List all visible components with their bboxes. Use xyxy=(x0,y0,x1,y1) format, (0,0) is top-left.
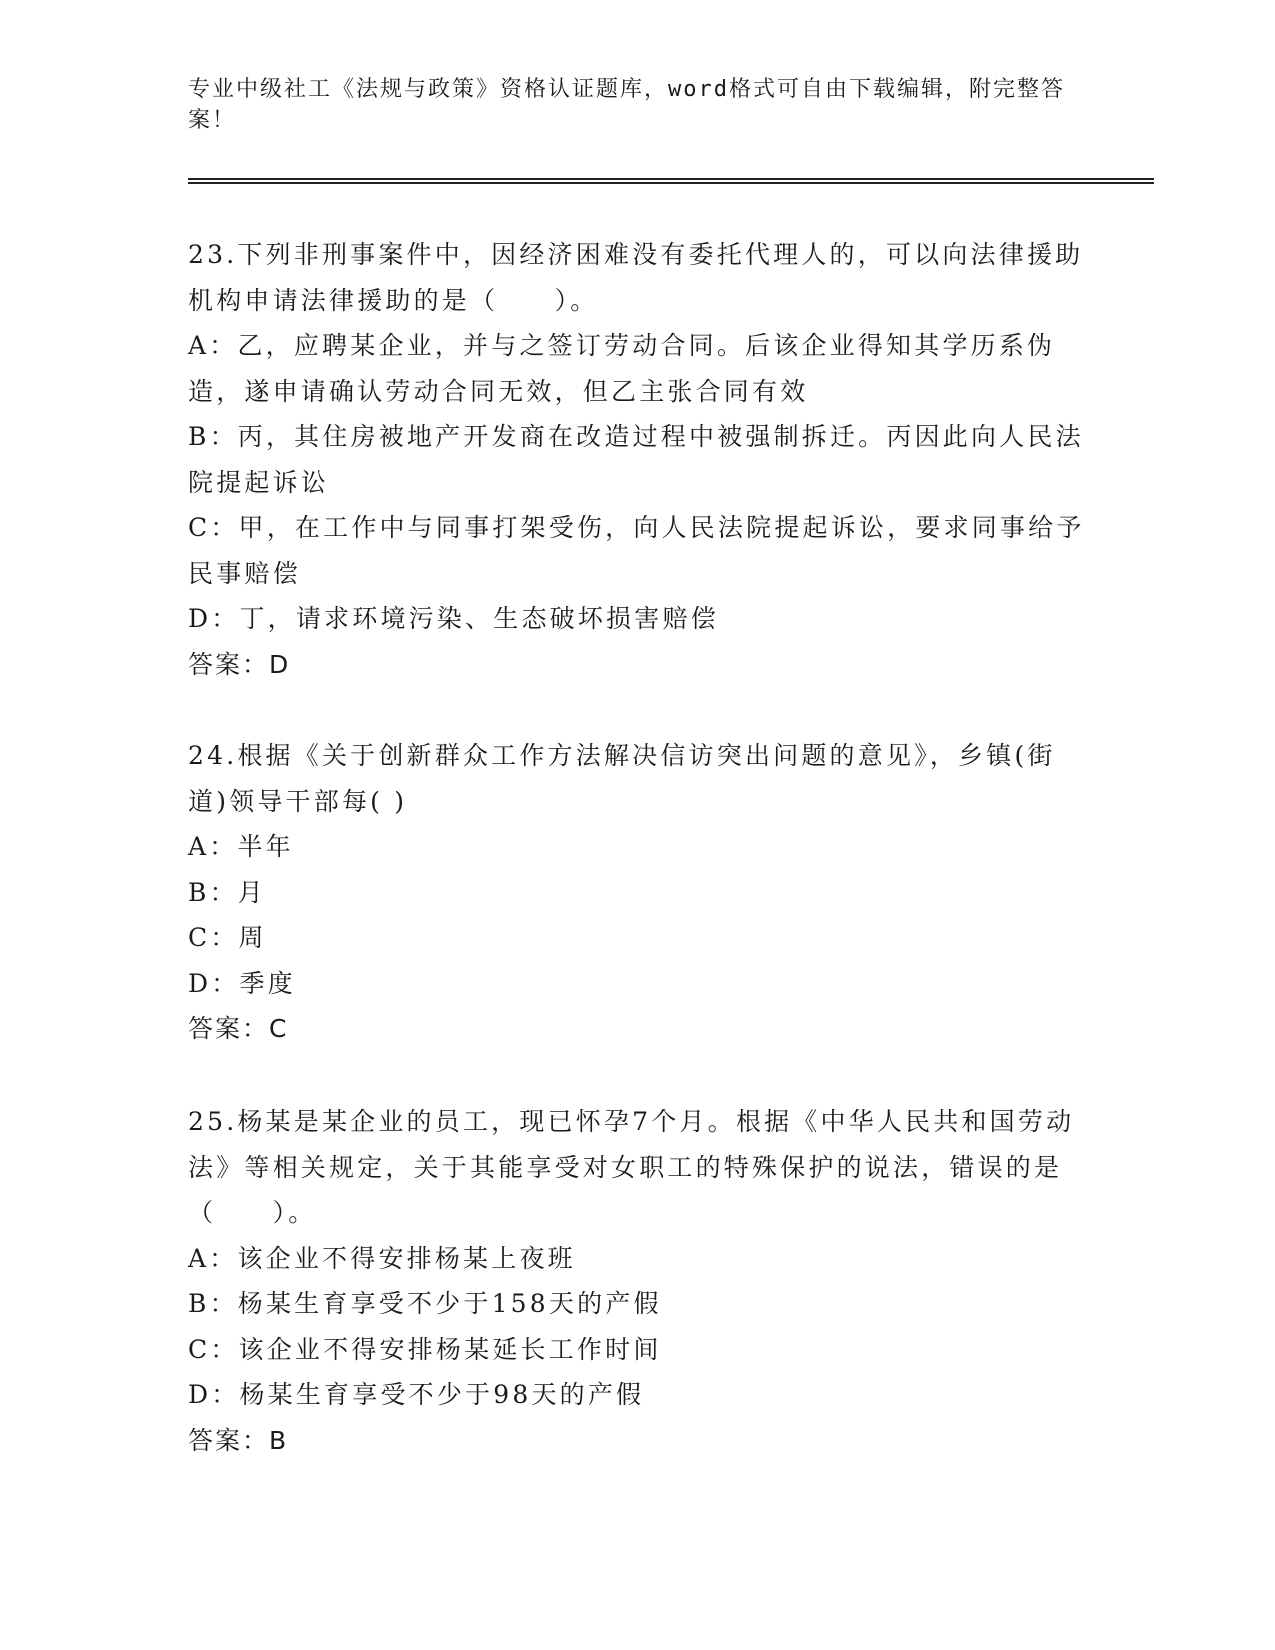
question-25 xyxy=(188,1099,1088,1463)
option-d: D：季度 xyxy=(188,968,296,998)
question-24 xyxy=(188,733,1088,1052)
answer: 答案：C xyxy=(188,1014,289,1043)
page-header-text: 专业中级社工《法规与政策》资格认证题库，word格式可自由下载编辑，附完整答案！ xyxy=(188,77,1065,133)
option-c: C：甲，在工作中与同事打架受伤，向人民法院提起诉讼，要求同事给予民事赔偿 xyxy=(188,513,1085,588)
header-divider-secondary xyxy=(188,183,1154,184)
option-c: C：周 xyxy=(188,923,267,952)
option-d: D：杨某生育享受不少于98天的产假 xyxy=(188,1380,645,1409)
answer: 答案：B xyxy=(188,1425,289,1455)
option-a: A：半年 xyxy=(188,832,294,861)
option-a: A：该企业不得安排杨某上夜班 xyxy=(188,1243,576,1273)
question-23 xyxy=(188,232,1088,687)
option-b: B：丙，其住房被地产开发商在改造过程中被强制拆迁。丙因此向人民法院提起诉讼 xyxy=(188,422,1084,497)
option-d: D：丁，请求环境污染、生态破坏损害赔偿 xyxy=(188,604,719,633)
option-c: C：该企业不得安排杨某延长工作时间 xyxy=(188,1334,662,1364)
option-b: B：杨某生育享受不少于158天的产假 xyxy=(188,1289,662,1318)
question-stem: 23.下列非刑事案件中，因经济困难没有委托代理人的，可以向法律援助机构申请法律援助的是（ ）。 xyxy=(188,240,1084,315)
question-stem: 24.根据《关于创新群众工作方法解决信访突出问题的意见》，乡镇(街道)领导干部每( ) xyxy=(188,741,1056,816)
option-a: A：乙，应聘某企业，并与之签订劳动合同。后该企业得知其学历系伪造，遂申请确认劳动合同无效，但乙主张合同有效 xyxy=(188,331,1056,406)
option-b: B：月 xyxy=(188,877,266,907)
question-stem: 25.杨某是某企业的员工，现已怀孕7个月。根据《中华人民共和国劳动法》等相关规定，关于其能享受对女职工的特殊保护的说法，错误的是（ ）。 xyxy=(188,1107,1075,1227)
answer: 答案：D xyxy=(188,649,291,679)
